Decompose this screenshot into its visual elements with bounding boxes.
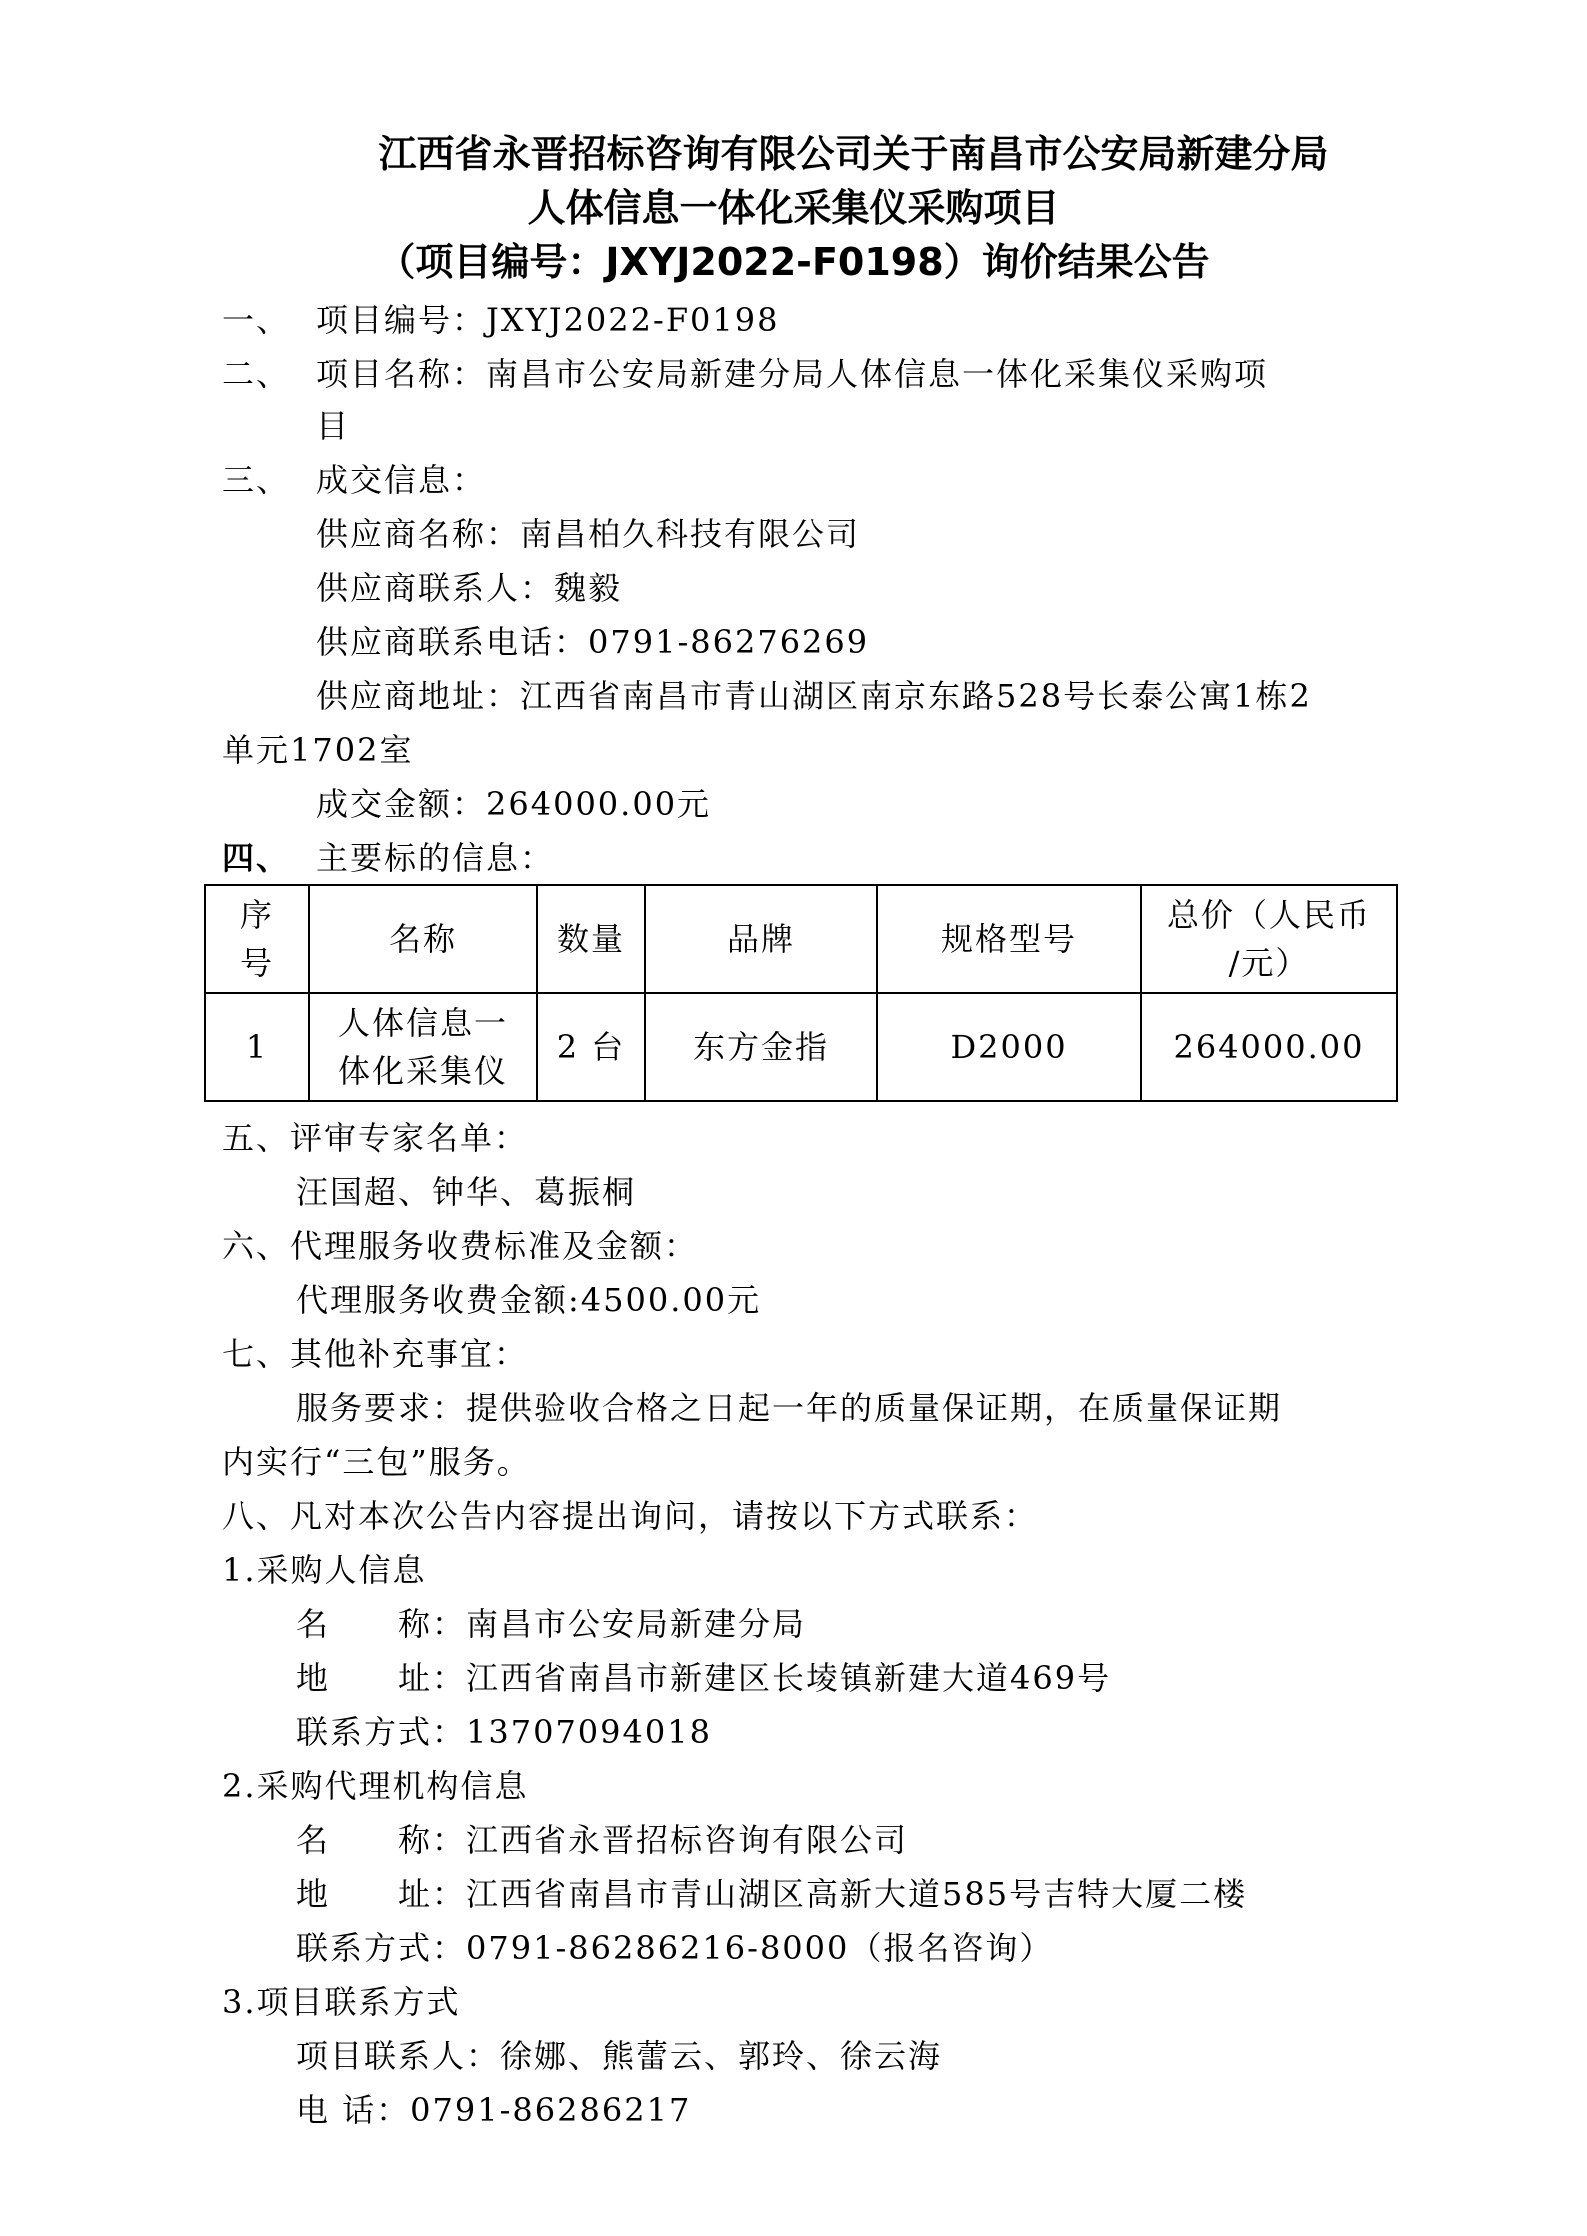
section-1-text: 项目编号：JXYJ2022-F0198 — [316, 301, 780, 339]
cell-total — [1141, 993, 1397, 1101]
title-line-2: 人体信息一体化采集仪采购项目 — [527, 186, 1060, 230]
cell-total-text: 264000.00 — [1173, 1028, 1365, 1066]
cell-name-text: 人体信息一 体化采集仪 — [337, 1004, 508, 1090]
service-requirement: 服务要求：提供验收合格之日起一年的质量保证期，在质量保证期 — [296, 1389, 1283, 1427]
cell-index-text: 1 — [245, 1028, 269, 1066]
supplier-phone: 供应商联系电话：0791-86276269 — [316, 623, 870, 661]
section-4-number: 四、 — [222, 839, 291, 877]
cell-quantity — [537, 993, 645, 1101]
header-name-text: 名称 — [388, 920, 457, 958]
supplier-name: 供应商名称：南昌柏久科技有限公司 — [316, 515, 861, 553]
section-4-text: 主要标的信息： — [316, 839, 555, 877]
buyer-contact: 联系方式：13707094018 — [296, 1713, 712, 1751]
section-8-text: 八、凡对本次公告内容提出询问，请按以下方式联系： — [222, 1497, 1039, 1535]
title-line-1: 江西省永晋招标咨询有限公司关于南昌市公安局新建分局 — [378, 132, 1329, 176]
header-name — [309, 885, 537, 993]
agency-heading: 2.采购代理机构信息 — [222, 1767, 529, 1805]
header-model-text: 规格型号 — [940, 920, 1077, 958]
section-5-text: 五、评审专家名单： — [222, 1119, 529, 1157]
agency-fee: 代理服务收费金额:4500.00元 — [296, 1281, 762, 1319]
section-3-text: 成交信息： — [316, 461, 487, 499]
cell-index — [205, 993, 309, 1101]
header-total-text: 总价（人民币 /元） — [1166, 896, 1371, 982]
deal-amount: 成交金额：264000.00元 — [316, 785, 712, 823]
project-contacts: 项目联系人：徐娜、熊蕾云、郭玲、徐云海 — [296, 2037, 943, 2075]
agency-name: 名 称：江西省永晋招标咨询有限公司 — [296, 1821, 909, 1859]
agency-contact: 联系方式：0791-86286216-8000（报名咨询） — [296, 1929, 1054, 1967]
cell-quantity-text: 2 台 — [556, 1028, 626, 1066]
table-row — [205, 993, 1397, 1101]
expert-list: 汪国超、钟华、葛振桐 — [296, 1173, 637, 1211]
cell-brand-text: 东方金指 — [692, 1028, 829, 1066]
header-brand-text: 品牌 — [726, 920, 795, 958]
supplier-contact: 供应商联系人：魏毅 — [316, 569, 623, 607]
table-header-row — [205, 885, 1397, 993]
items-table — [204, 884, 1398, 1102]
header-brand — [645, 885, 877, 993]
agency-address: 地 址：江西省南昌市青山湖区高新大道585号吉特大厦二楼 — [296, 1875, 1248, 1913]
section-7-text: 七、其他补充事宜： — [222, 1335, 529, 1373]
cell-name — [309, 993, 537, 1101]
buyer-name: 名 称：南昌市公安局新建分局 — [296, 1605, 807, 1643]
header-model — [877, 885, 1141, 993]
header-index-text: 序 号 — [239, 896, 274, 982]
section-2-text: 项目名称：南昌市公安局新建分局人体信息一体化采集仪采购项 — [316, 355, 1269, 393]
service-requirement-continuation: 内实行“三包”服务。 — [222, 1443, 531, 1481]
supplier-address-continuation: 单元1702室 — [222, 731, 414, 769]
section-2-continuation: 目 — [316, 407, 351, 445]
section-3-number: 三、 — [222, 461, 291, 499]
header-index — [205, 885, 309, 993]
section-6-text: 六、代理服务收费标准及金额： — [222, 1227, 699, 1265]
cell-brand — [645, 993, 877, 1101]
section-2-number: 二、 — [222, 355, 291, 393]
buyer-heading: 1.采购人信息 — [222, 1551, 427, 1589]
section-1-number: 一、 — [222, 301, 291, 339]
project-phone: 电 话：0791-86286217 — [296, 2091, 692, 2129]
header-total — [1141, 885, 1397, 993]
cell-model — [877, 993, 1141, 1101]
header-quantity — [537, 885, 645, 993]
cell-model-text: D2000 — [950, 1028, 1068, 1066]
project-heading: 3.项目联系方式 — [222, 1983, 461, 2021]
supplier-address: 供应商地址：江西省南昌市青山湖区南京东路528号长泰公寓1栋2 — [316, 677, 1312, 715]
buyer-address: 地 址：江西省南昌市新建区长堎镇新建大道469号 — [296, 1659, 1112, 1697]
title-line-3: （项目编号：JXYJ2022-F0198）询价结果公告 — [377, 240, 1210, 284]
header-quantity-text: 数量 — [556, 920, 625, 958]
